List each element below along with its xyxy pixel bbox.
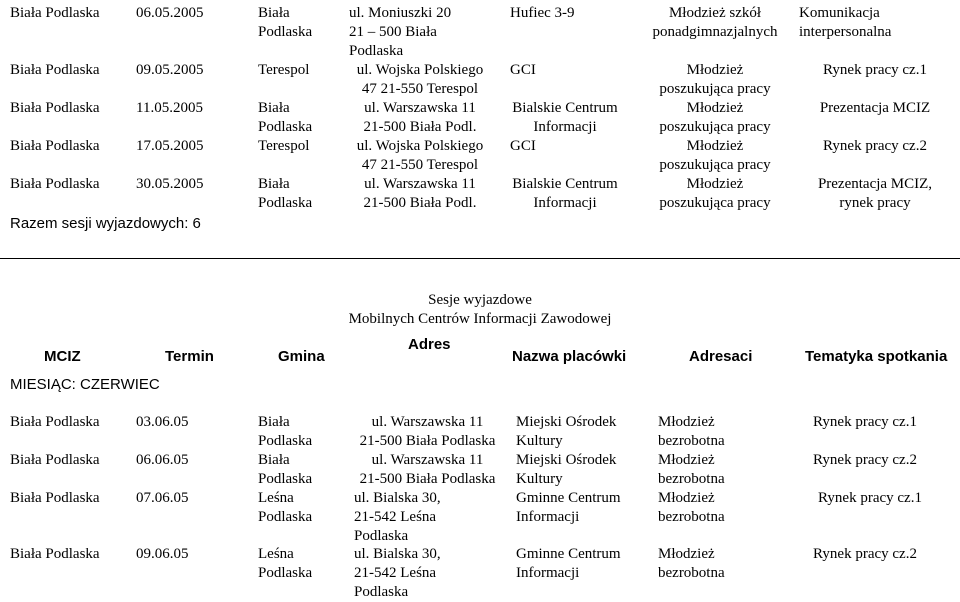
placowka-cell: Kultury <box>516 471 563 487</box>
gmina-cell: Leśna <box>258 490 294 506</box>
adres-cell: 21-500 Biała Podlaska <box>359 433 496 449</box>
adres-cell: 21-500 Biała Podl. <box>363 119 477 135</box>
mciz-cell: Biała Podlaska <box>10 414 100 430</box>
adres-cell: Podlaska <box>349 43 404 59</box>
tematyka-cell: interpersonalna <box>799 24 892 40</box>
gmina-cell: Podlaska <box>258 24 313 40</box>
termin-cell: 03.06.05 <box>136 414 189 430</box>
placowka-cell: Informacji <box>516 565 580 581</box>
gmina-cell: Terespol <box>258 62 310 78</box>
adres-cell: ul. Warszawska 11 <box>371 414 484 430</box>
gmina-cell: Biała <box>258 452 290 468</box>
mciz-cell: Biała Podlaska <box>10 62 100 78</box>
placowka-cell: Bialskie Centrum <box>512 100 618 116</box>
adresaci-cell: Młodzież <box>686 100 744 116</box>
adres-cell: ul. Wojska Polskiego <box>356 62 484 78</box>
adres-cell: 21-500 Biała Podlaska <box>359 471 496 487</box>
adresaci-cell: Młodzież <box>658 414 715 430</box>
gmina-cell: Biała <box>258 414 290 430</box>
header-mciz: MCIZ <box>44 348 81 365</box>
termin-cell: 09.06.05 <box>136 546 189 562</box>
gmina-cell: Biała <box>258 5 290 21</box>
adres-cell: ul. Wojska Polskiego <box>356 138 484 154</box>
gmina-cell: Terespol <box>258 138 310 154</box>
adresaci-cell: ponadgimnazjalnych <box>652 24 778 40</box>
adres-cell: ul. Warszawska 11 <box>364 100 476 116</box>
adres-cell: ul. Bialska 30, <box>354 546 441 562</box>
section-title: Sesje wyjazdowe <box>428 292 532 308</box>
adres-cell: Podlaska <box>354 584 409 600</box>
mciz-cell: Biała Podlaska <box>10 138 100 154</box>
termin-cell: 06.06.05 <box>136 452 189 468</box>
gmina-cell: Podlaska <box>258 195 313 211</box>
placowka-cell: Gminne Centrum <box>516 546 621 562</box>
adres-cell: ul. Bialska 30, <box>354 490 441 506</box>
header-gmina: Gmina <box>278 348 325 365</box>
placowka-cell: Informacji <box>533 119 597 135</box>
month-label: MIESIĄC: CZERWIEC <box>10 376 160 393</box>
gmina-cell: Podlaska <box>258 471 313 487</box>
adresaci-cell: Młodzież <box>658 546 715 562</box>
adresaci-cell: Młodzież <box>658 452 715 468</box>
header-adresaci: Adresaci <box>689 348 753 365</box>
tematyka-cell: rynek pracy <box>839 195 911 211</box>
tematyka-cell: Komunikacja <box>799 5 880 21</box>
adres-cell: 21-542 Leśna <box>354 565 437 581</box>
adresaci-cell: Młodzież <box>686 176 744 192</box>
termin-cell: 09.05.2005 <box>136 62 204 78</box>
termin-cell: 30.05.2005 <box>136 176 204 192</box>
placowka-cell: Gminne Centrum <box>516 490 621 506</box>
adresaci-cell: poszukująca pracy <box>659 81 771 97</box>
termin-cell: 17.05.2005 <box>136 138 204 154</box>
adres-cell: ul. Moniuszki 20 <box>349 5 452 21</box>
adres-cell: 21-500 Biała Podl. <box>363 195 477 211</box>
adresaci-cell: bezrobotna <box>658 509 725 525</box>
placowka-cell: Informacji <box>516 509 580 525</box>
divider <box>0 258 960 259</box>
tematyka-cell: Rynek pracy cz.2 <box>813 546 917 562</box>
tematyka-cell: Rynek pracy cz.1 <box>823 62 927 78</box>
header-tematyka: Tematyka spotkania <box>805 348 948 365</box>
placowka-cell: Kultury <box>516 433 563 449</box>
tematyka-cell: Rynek pracy cz.2 <box>813 452 917 468</box>
adres-cell: ul. Warszawska 11 <box>364 176 476 192</box>
adresaci-cell: Młodzież <box>686 62 744 78</box>
tematyka-cell: Rynek pracy cz.1 <box>813 414 917 430</box>
adres-cell: ul. Warszawska 11 <box>371 452 484 468</box>
placowka-cell: Bialskie Centrum <box>512 176 618 192</box>
adresaci-cell: poszukująca pracy <box>659 195 771 211</box>
placowka-cell: GCI <box>510 138 536 154</box>
tematyka-cell: Prezentacja MCIZ, <box>817 176 933 192</box>
placowka-cell: Miejski Ośrodek <box>516 414 617 430</box>
gmina-cell: Biała <box>258 100 290 116</box>
mciz-cell: Biała Podlaska <box>10 452 100 468</box>
tematyka-cell: Prezentacja MCIZ <box>819 100 931 116</box>
adresaci-cell: poszukująca pracy <box>659 119 771 135</box>
gmina-cell: Podlaska <box>258 433 313 449</box>
gmina-cell: Biała <box>258 176 290 192</box>
tematyka-cell: Rynek pracy cz.1 <box>818 490 922 506</box>
adresaci-cell: bezrobotna <box>658 565 725 581</box>
mciz-cell: Biała Podlaska <box>10 490 100 506</box>
adresaci-cell: Młodzież <box>658 490 715 506</box>
mciz-cell: Biała Podlaska <box>10 5 100 21</box>
adresaci-cell: Młodzież szkół <box>668 5 762 21</box>
placowka-cell: Hufiec 3-9 <box>510 5 575 21</box>
header-termin: Termin <box>165 348 214 365</box>
tematyka-cell: Rynek pracy cz.2 <box>823 138 927 154</box>
gmina-cell: Podlaska <box>258 565 313 581</box>
adres-cell: 47 21-550 Terespol <box>361 81 479 97</box>
gmina-cell: Podlaska <box>258 509 313 525</box>
termin-cell: 07.06.05 <box>136 490 189 506</box>
adresaci-cell: bezrobotna <box>658 471 725 487</box>
placowka-cell: Informacji <box>533 195 597 211</box>
adres-cell: 47 21-550 Terespol <box>361 157 479 173</box>
gmina-cell: Leśna <box>258 546 294 562</box>
mciz-cell: Biała Podlaska <box>10 546 100 562</box>
mciz-cell: Biała Podlaska <box>10 100 100 116</box>
adresaci-cell: Młodzież <box>686 138 744 154</box>
adres-cell: 21-542 Leśna <box>354 509 437 525</box>
header-adres: Adres <box>408 336 451 353</box>
total-sessions: Razem sesji wyjazdowych: 6 <box>10 215 201 232</box>
termin-cell: 06.05.2005 <box>136 5 204 21</box>
placowka-cell: GCI <box>510 62 536 78</box>
adres-cell: 21 – 500 Biała <box>349 24 437 40</box>
adresaci-cell: bezrobotna <box>658 433 725 449</box>
header-placowka: Nazwa placówki <box>512 348 627 365</box>
section-subtitle: Mobilnych Centrów Informacji Zawodowej <box>348 311 612 327</box>
gmina-cell: Podlaska <box>258 119 313 135</box>
mciz-cell: Biała Podlaska <box>10 176 100 192</box>
adresaci-cell: poszukująca pracy <box>659 157 771 173</box>
termin-cell: 11.05.2005 <box>136 100 203 116</box>
adres-cell: Podlaska <box>354 528 409 544</box>
placowka-cell: Miejski Ośrodek <box>516 452 617 468</box>
